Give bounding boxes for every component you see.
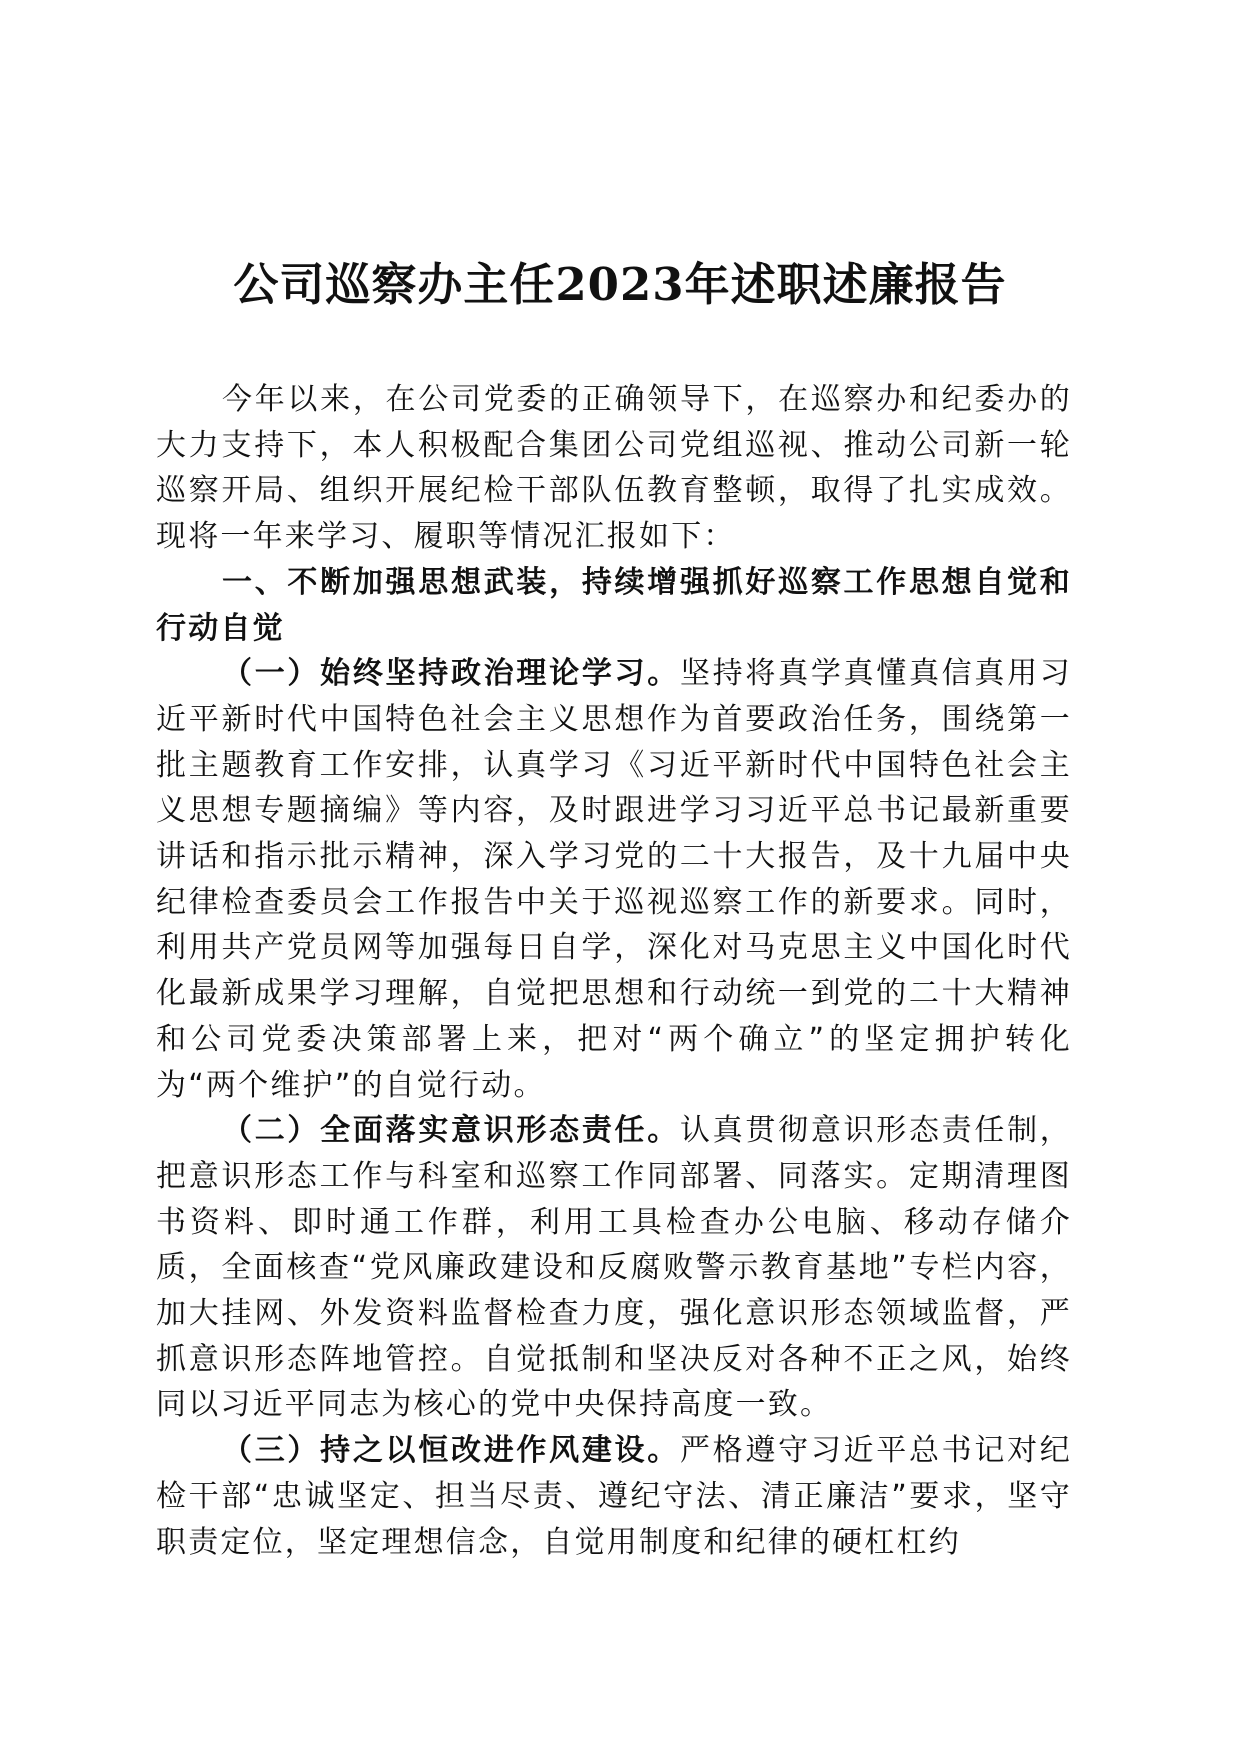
item-paragraph-1: [156, 651, 1072, 1108]
item-paragraph-2: [156, 1108, 1072, 1428]
item-text-3: 严格遵守习近平总书记对纪检干部“忠诚坚定、担当尽责、遵纪守法、清正廉洁”要求，坚守职责定位，坚定理想信念，自觉用制度和纪律的硬杠杠约: [156, 1433, 1072, 1560]
intro-paragraph: 今年以来，在公司党委的正确领导下，在巡察办和纪委办的大力支持下，本人积极配合集团公司党组巡视、推动公司新一轮巡察开局、组织开展纪检干部队伍教育整顿，取得了扎实成效。现将一年来学习、履职等情况汇报如下：: [156, 382, 1072, 555]
item-text-1: 坚持将真学真懂真信真用习近平新时代中国特色社会主义思想作为首要政治任务，围绕第一批主题教育工作安排，认真学习《习近平新时代中国特色社会主义思想专题摘编》等内容，及时跟进学习习近平总书记最新重要讲话和指示批示精神，深入学习党的二十大报告，及十九届中央纪律检查委员会工作报告中关于巡视巡察工作的新要求。同时，利用共产党员网等加强每日自学，深化对马克思主义中国化时代化最新成果学习理解，自觉把思想和行动统一到党的二十大精神和公司党委决策部署上来，把对“两个确立”的坚定拥护转化为“两个维护”的自觉行动。: [156, 656, 1072, 1103]
item-lead-2: （二）全面落实意识形态责任。: [222, 1113, 680, 1149]
document-body: [156, 377, 1072, 1565]
item-lead-3: （三）持之以恒改进作风建设。: [222, 1433, 680, 1469]
item-paragraph-3: [156, 1428, 1072, 1565]
item-lead-1: （一）始终坚持政治理论学习。: [222, 656, 680, 692]
item-text-2: 认真贯彻意识形态责任制，把意识形态工作与科室和巡察工作同部署、同落实。定期清理图书资料、即时通工作群，利用工具检查办公电脑、移动存储介质，全面核查“党风廉政建设和反腐败警示教育基地”专栏内容，加大挂网、外发资料监督检查力度，强化意识形态领域监督，严抓意识形态阵地管控。自觉抵制和坚决反对各种不正之风，始终同以习近平同志为核心的党中央保持高度一致。: [156, 1113, 1072, 1423]
document-title: 公司巡察办主任2023年述职述廉报告: [233, 258, 1007, 311]
section-heading: 一、不断加强思想武装，持续增强抓好巡察工作思想自觉和行动自觉: [156, 564, 1072, 646]
